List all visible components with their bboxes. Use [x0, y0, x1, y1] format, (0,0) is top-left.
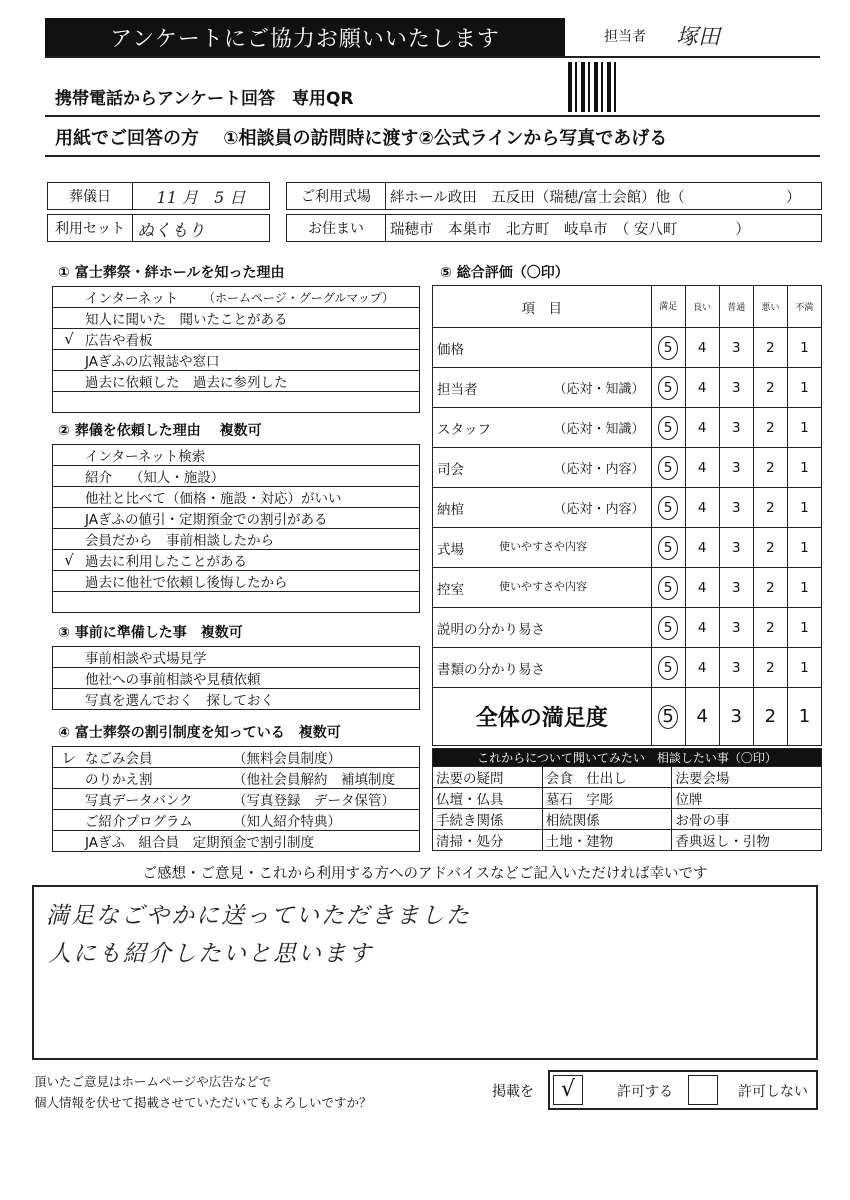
score-5-circled[interactable]: 5 [658, 376, 678, 400]
q1-list [52, 286, 420, 413]
comments-box[interactable] [32, 885, 818, 1060]
funeral-date-value: 11 月 5 日 [132, 182, 270, 210]
q4-option[interactable]: ご紹介プログラム （知人紹介特典） [53, 809, 419, 830]
q3-title: ③ 事前に準備した事 複数可 [58, 625, 243, 641]
staff-name: 塚田 [676, 25, 721, 50]
score-5-circled[interactable]: 5 [658, 656, 678, 680]
consent-text-1: 頂いたご意見はホームページや広告などで [34, 1074, 272, 1089]
topics-row: 法要の疑問 会食 仕出し 法要会場 [433, 767, 822, 788]
allow-checkbox[interactable]: √ [553, 1075, 583, 1105]
q2-option[interactable]: 過去に他社で依頼し後悔したから [53, 570, 419, 591]
topics-row: 手続き関係 相続関係 お骨の事 [433, 809, 822, 830]
topics-row: 仏壇・仏具 墓石 字彫 位牌 [433, 788, 822, 809]
evaluation-table [432, 285, 822, 746]
address-label: お住まい [286, 214, 386, 242]
q1-title: ① 富士葬祭・絆ホールを知った理由 [58, 265, 285, 281]
address-value: 瑞穂市 本巣市 北方町 岐阜市 （ 安八町 ） [385, 214, 822, 242]
q4-list [52, 746, 420, 852]
q3-option[interactable]: 他社への事前相談や見積依頼 [53, 667, 419, 688]
q2-option[interactable]: 会員だから 事前相談したから [53, 528, 419, 549]
q2-option[interactable]: 他社と比べて（価格・施設・対応）がいい [53, 486, 419, 507]
q2-title: ② 葬儀を依頼した理由 複数可 [58, 423, 262, 439]
consent-text-2: 個人情報を伏せて掲載させていただいてもよろしいですか？ [34, 1095, 372, 1110]
eval-row: 説明の分かり易さ 5 4 3 2 1 [433, 608, 822, 648]
score-5-circled[interactable]: 5 [658, 536, 678, 560]
topics-table [432, 748, 822, 851]
q4-title: ④ 富士葬祭の割引制度を知っている 複数可 [58, 725, 341, 741]
eval-header-1: 不満 [787, 286, 821, 328]
comment-line-2: 人にも紹介したいと思います [48, 941, 373, 967]
funeral-date-label: 葬儀日 [47, 182, 133, 210]
deny-checkbox[interactable] [688, 1075, 718, 1105]
eval-overall-row: 全体の満足度 5 4 3 2 1 [433, 688, 822, 746]
q1-option[interactable]: √ 広告や看板 [53, 328, 419, 349]
eval-header-5: 満足 [651, 286, 685, 328]
q2-option[interactable]: 紹介 （知人・施設） [53, 465, 419, 486]
staff-label: 担当者 [604, 29, 646, 45]
q4-option[interactable]: のりかえ割 （他社会員解約 補填制度 [53, 767, 419, 788]
eval-row: スタッフ （応対・知識） 5 4 3 2 1 [433, 408, 822, 448]
topics-row: 清掃・処分 土地・建物 香典返し・引物 [433, 830, 822, 851]
eval-row: 書類の分かり易さ 5 4 3 2 1 [433, 648, 822, 688]
eval-row: 価格 5 4 3 2 1 [433, 328, 822, 368]
q3-option[interactable]: 写真を選んでおく 探しておく [53, 688, 419, 709]
topics-title: これからについて聞いてみたい 相談したい事（〇印） [433, 749, 822, 767]
q1-option[interactable]: 知人に聞いた 聞いたことがある [53, 307, 419, 328]
q1-option[interactable] [53, 391, 419, 412]
qr-code[interactable] [568, 62, 618, 112]
score-5-circled[interactable]: 5 [658, 576, 678, 600]
eval-header-4: 良い [685, 286, 719, 328]
q3-option[interactable]: 事前相談や式場見学 [53, 646, 419, 667]
eval-row: 納棺 （応対・内容） 5 4 3 2 1 [433, 488, 822, 528]
q1-option[interactable]: 過去に依頼した 過去に参列した [53, 370, 419, 391]
score-5-circled[interactable]: 5 [658, 705, 678, 729]
venue-label: ご利用式場 [286, 182, 386, 210]
q1-option[interactable]: JAぎふの広報誌や窓口 [53, 349, 419, 370]
comment-line-1: 満足なごやかに送っていただきました [46, 903, 471, 929]
q5-title: ⑤ 総合評価（〇印） [440, 265, 569, 281]
consent-label: 掲載を [492, 1084, 534, 1100]
paper-instruction: 用紙でご回答の方 ①相談員の訪問時に渡す②公式ラインから写真であげる [55, 128, 668, 149]
q2-option[interactable] [53, 591, 419, 612]
q2-option[interactable]: √ 過去に利用したことがある [53, 549, 419, 570]
q3-list [52, 646, 420, 710]
score-5-circled[interactable]: 5 [658, 616, 678, 640]
q4-option[interactable]: レ なごみ会員 （無料会員制度） [53, 746, 419, 767]
comments-prompt: ご感想・ご意見・これから利用する方へのアドバイスなどご記入いただければ幸いです [142, 866, 708, 882]
deny-label: 許可しない [738, 1084, 808, 1100]
plan-set-value: ぬくもり [132, 214, 270, 242]
q4-option[interactable]: 写真データバンク （写真登録 データ保管） [53, 788, 419, 809]
q4-option[interactable]: JAぎふ 組合員 定期預金で割引制度 [53, 830, 419, 851]
overall-label: 全体の満足度 [433, 688, 652, 746]
eval-row: 司会 （応対・内容） 5 4 3 2 1 [433, 448, 822, 488]
score-5-circled[interactable]: 5 [658, 456, 678, 480]
qr-instruction: 携帯電話からアンケート回答 専用QR [55, 89, 354, 109]
allow-label: 許可する [617, 1084, 673, 1100]
eval-row: 式場 使いやすさや内容 5 4 3 2 1 [433, 528, 822, 568]
plan-set-label: 利用セット [47, 214, 133, 242]
score-5-circled[interactable]: 5 [658, 336, 678, 360]
q2-option[interactable]: JAぎふの値引・定期預金での割引がある [53, 507, 419, 528]
score-5-circled[interactable]: 5 [658, 416, 678, 440]
eval-header-item: 項 目 [433, 286, 652, 328]
score-5-circled[interactable]: 5 [658, 496, 678, 520]
q2-option[interactable]: インターネット検索 [53, 444, 419, 465]
eval-header-2: 悪い [753, 286, 787, 328]
eval-row: 担当者 （応対・知識） 5 4 3 2 1 [433, 368, 822, 408]
eval-header-3: 普通 [719, 286, 753, 328]
eval-row: 控室 使いやすさや内容 5 4 3 2 1 [433, 568, 822, 608]
q1-option[interactable]: インターネット （ホームページ・グーグルマップ） [53, 286, 419, 307]
survey-title: アンケートにご協力お願いいたします [45, 18, 565, 56]
venue-value: 絆ホール政田 五反田（瑞穂/富士会館）他（ ） [385, 182, 822, 210]
q2-list [52, 444, 420, 613]
